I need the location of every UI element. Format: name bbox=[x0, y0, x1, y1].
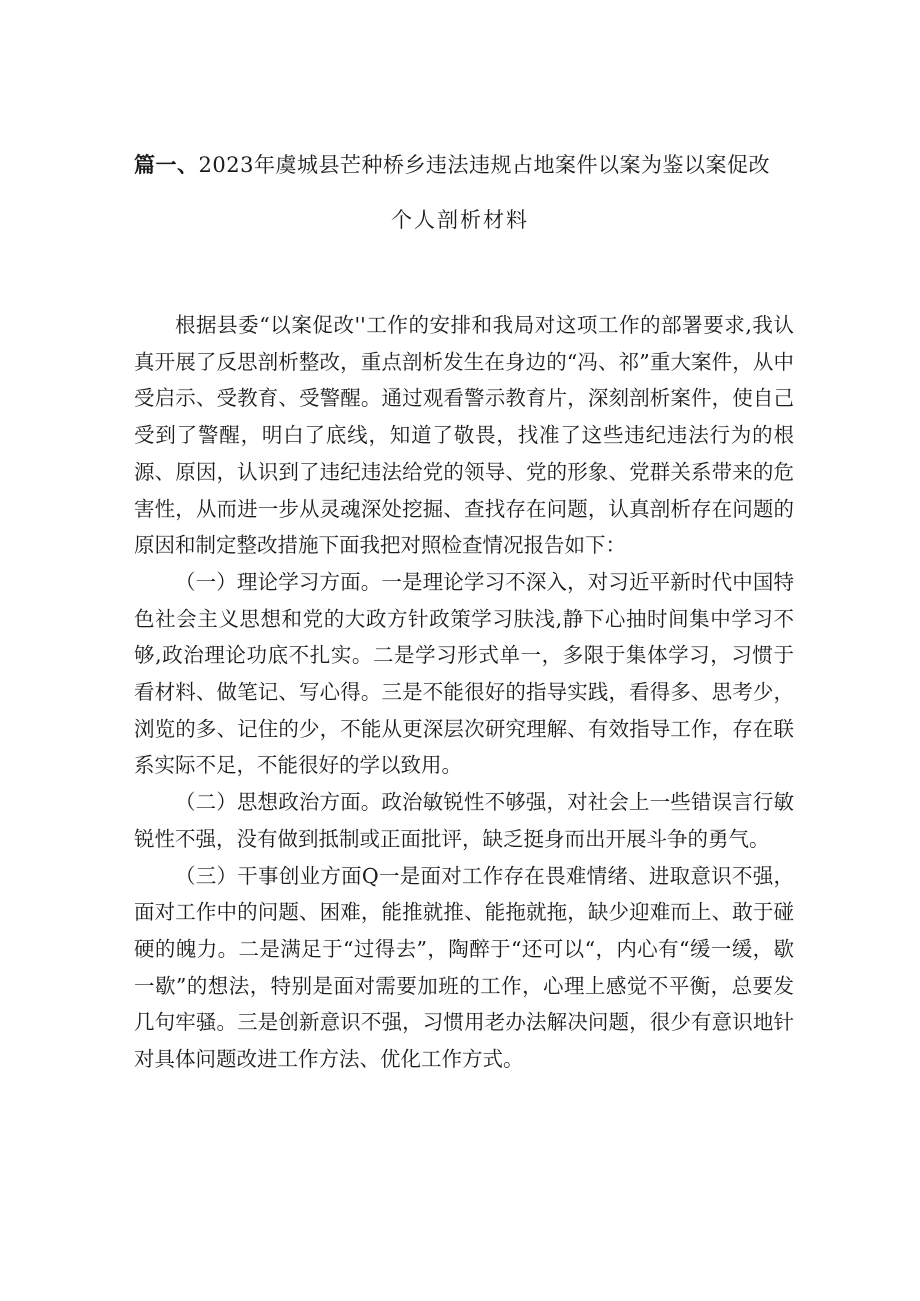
document-body bbox=[134, 307, 794, 1078]
title-main: 2023年虞城县芒种桥乡违法违规占地案件以案为鉴以案促改 bbox=[198, 153, 770, 177]
document-subtitle: 个人剖析材料 bbox=[391, 208, 529, 232]
title-prefix: 篇一、 bbox=[134, 152, 199, 177]
paragraph-intro: 根据县委“以案促改''工作的安排和我局对这项工作的部署要求,我认真开展了反思剖析整改，重点剖析发生在身边的“冯、祁”重大案件，从中受启示、受教育、受警醒。通过观看警示教育片，深刻剖析案件，使自己受到了警醒，明白了底线，知道了敬畏，找准了这些违纪违法行为的根源、原因，认识到了违纪违法给党的领导、党的形象、党群关系带来的危害性，从而进一步从灵魂深处挖掘、查找存在问题，认真剖析存在问题的原因和制定整改措施下面我把对照检查情况报告如下： bbox=[134, 313, 794, 558]
document-title bbox=[134, 150, 834, 180]
paragraph-theory-study: （一）理论学习方面。一是理论学习不深入，对习近平新时代中国特色社会主义思想和党的大政方针政策学习肤浅,静下心抽时间集中学习不够,政治理论功底不扎实。二是学习形式单一，多限于集体学习，习惯于看材料、做笔记、写心得。三是不能很好的指导实践，看得多、思考少，浏览的多、记住的少，不能从更深层次研究理解、有效指导工作，存在联系实际不足，不能很好的学以致用。 bbox=[134, 569, 794, 778]
paragraph-work-entrepreneurship: （三）干事创业方面Q一是面对工作存在畏难情绪、进取意识不强，面对工作中的问题、困难，能推就推、能拖就拖，缺少迎难而上、敢于碰硬的魄力。二是满足于“过得去”，陶醉于“还可以“，内心有“缓一缓，歇一歇”的想法，特别是面对需要加班的工作，心理上感觉不平衡，总要发几句牢骚。三是创新意识不强，习惯用老办法解决问题，很少有意识地针对具体问题改进工作方法、优化工作方式。 bbox=[134, 863, 794, 1072]
paragraph-political-thought: （二）思想政治方面。政治敏锐性不够强，对社会上一些错误言行敏锐性不强，没有做到抵制或正面批评，缺乏挺身而出开展斗争的勇气。 bbox=[134, 790, 794, 851]
